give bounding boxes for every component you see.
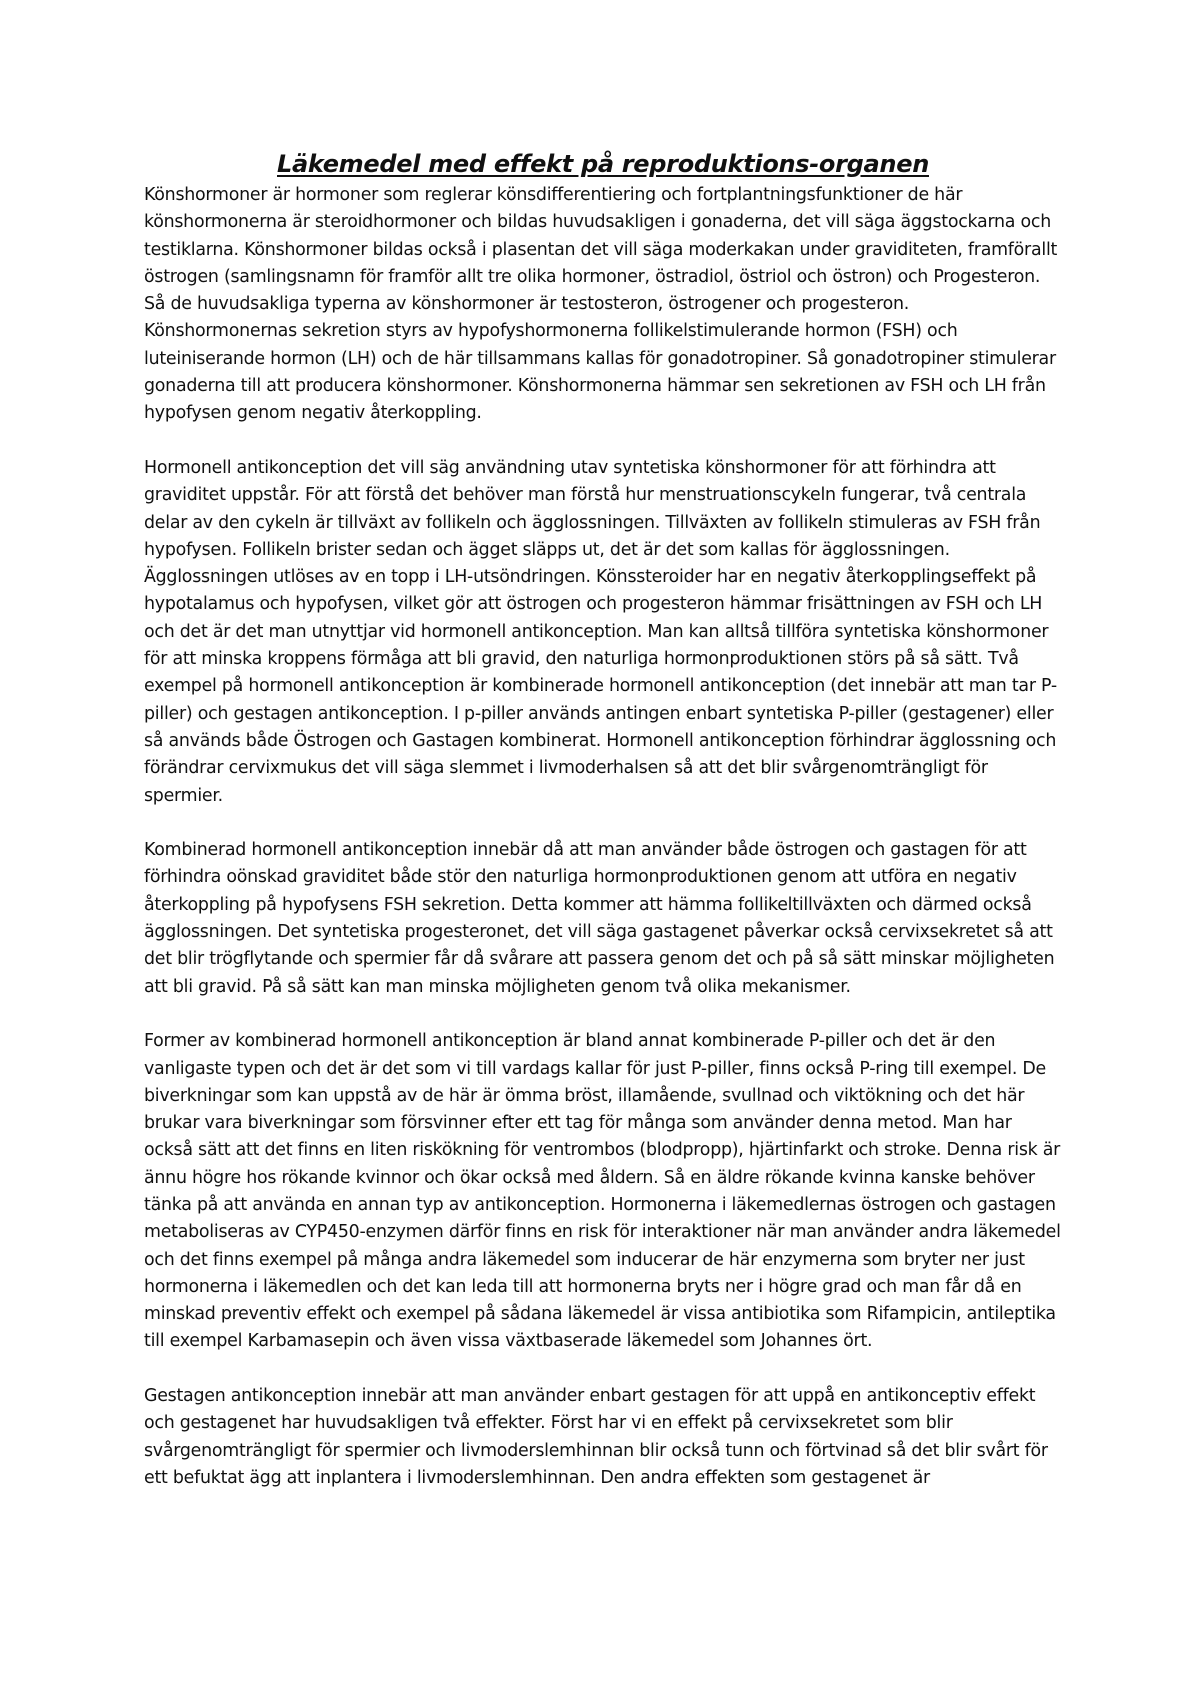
paragraph-gestagen-antikonception: Gestagen antikonception innebär att man använder enbart gestagen för att uppå en antikonceptiv effekt och gestagenet har huvudsakligen två effekter. Först har vi en effekt på cervixsekretet som blir svårgenomträngligt för spermier och livmoderslemhinnan blir också tunn och förtvinad så det blir svårt för ett befuktat ägg att inplantera i livmoderslemhinnan. Den andra effekten som gestagenet är <box>144 1386 1048 1488</box>
document-body <box>144 148 1062 1520</box>
paragraph-kombinerad-antikonception: Kombinerad hormonell antikonception innebär då att man använder både östrogen och gastagen för att förhindra oönskad graviditet både stör den naturliga hormonproduktionen genom att utföra en negativ återkoppling på hypofysens FSH sekretion. Detta kommer att hämma follikeltillväxten och därmed också ägglossningen. Det syntetiska progesteronet, det vill säga gastagenet påverkar också cervixsekretet så att det blir trögflytande och spermier får då svårare att passera genom det och på så sätt minskar möjligheten att bli gravid. På så sätt kan man minska möjligheten genom två olika mekanismer. <box>144 840 1055 997</box>
paragraph-konshormoner: Könshormoner är hormoner som reglerar könsdifferentiering och fortplantningsfunktioner de här könshormonerna är steroidhormoner och bildas huvudsakligen i gonaderna, det vill säga äggstockarna och testiklarna. Könshormoner bildas också i plasentan det vill säga moderkakan under graviditeten, framförallt östrogen (samlingsnamn för framför allt tre olika hormoner, östradiol, östriol och östron) och Progesteron. Så de huvudsakliga typerna av könshormoner är testosteron, östrogener och progesteron. Könshormonernas sekretion styrs av hypofyshormonerna follikelstimulerande hormon (FSH) och luteiniserande hormon (LH) och de här tillsammans kallas för gonadotropiner. Så gonadotropiner stimulerar gonaderna till att producera könshormoner. Könshormonerna hämmar sen sekretionen av FSH och LH från hypofysen genom negativ återkoppling. <box>144 185 1058 424</box>
paragraph-former-biverkningar: Former av kombinerad hormonell antikonception är bland annat kombinerade P-piller och det är den vanligaste typen och det är det som vi till vardags kallar för just P-piller, finns också P-ring till exempel. De biverkningar som kan uppstå av de här är ömma bröst, illamående, svullnad och viktökning och det här brukar vara biverkningar som försvinner efter ett tag för många som använder denna metod. Man har också sätt att det finns en liten riskökning för ventrombos (blodpropp), hjärtinfarkt och stroke. Denna risk är ännu högre hos rökande kvinnor och ökar också med åldern. Så en äldre rökande kvinna kanske behöver tänka på att använda en annan typ av antikonception. Hormonerna i läkemedlernas östrogen och gastagen metaboliseras av CYP450-enzymen därför finns en risk för interaktioner när man använder andra läkemedel och det finns exempel på många andra läkemedel som inducerar de här enzymerna som bryter ner just hormonerna i läkemedlen och det kan leda till att hormonerna bryts ner i högre grad och man får då en minskad preventiv effekt och exempel på sådana läkemedel är vissa antibiotika som Rifampicin, antileptika till exempel Karbamasepin och även vissa växtbaserade läkemedel som Johannes ört. <box>144 1031 1061 1352</box>
paragraph-hormonell-antikonception: Hormonell antikonception det vill säg användning utav syntetiska könshormoner för att förhindra att graviditet uppstår. För att förstå det behöver man förstå hur menstruationscykeln fungerar, två centrala delar av den cykeln är tillväxt av follikeln och ägglossningen. Tillväxten av follikeln stimuleras av FSH från hypofysen. Follikeln brister sedan och ägget släpps ut, det är det som kallas för ägglossningen. Ägglossningen utlöses av en topp i LH-utsöndringen. Könssteroider har en negativ återkopplingseffekt på hypotalamus och hypofysen, vilket gör att östrogen och progesteron hämmar frisättningen av FSH och LH och det är det man utnyttjar vid hormonell antikonception. Man kan alltså tillföra syntetiska könshormoner för att minska kroppens förmåga att bli gravid, den naturliga hormonproduktionen störs på så sätt. Två exempel på hormonell antikonception är kombinerade hormonell antikonception (det innebär att man tar P-piller) och gestagen antikonception. I p-piller används antingen enbart syntetiska P-piller (gestagener) eller så används både Östrogen och Gastagen kombinerat. Hormonell antikonception förhindrar ägglossning och förändrar cervixmukus det vill säga slemmet i livmoderhalsen så att det blir svårgenomträngligt för spermier. <box>144 457 1057 806</box>
document-title: Läkemedel med effekt på reproduktions-organen <box>277 150 929 178</box>
